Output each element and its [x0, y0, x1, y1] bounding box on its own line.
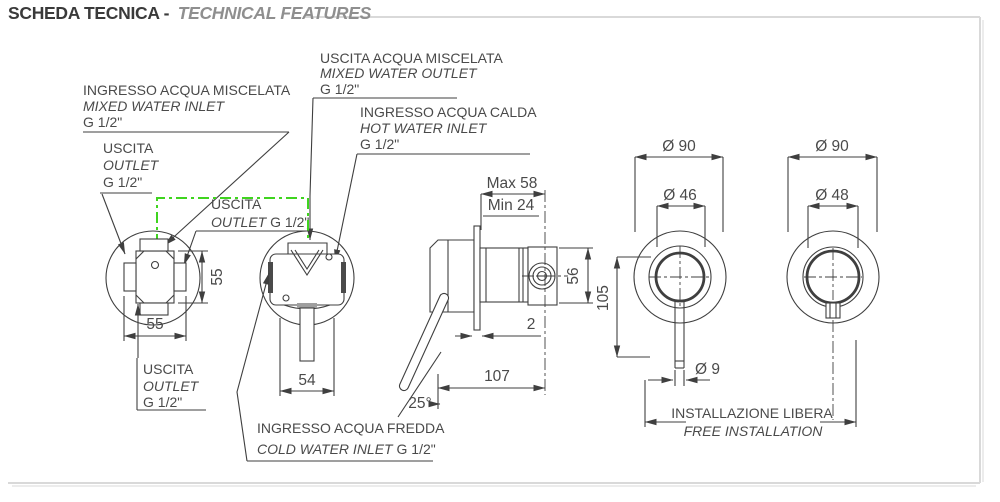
- label-hot-inlet-en: HOT WATER INLET: [360, 120, 487, 136]
- label-mixed-inlet-it: INGRESSO ACQUA MISCELATA: [83, 82, 291, 98]
- label-outlet-bottom-size: G 1/2": [143, 394, 183, 410]
- label-hot-inlet-it: INGRESSO ACQUA CALDA: [360, 104, 537, 120]
- trim-outlet-pipe: [300, 308, 314, 361]
- handle-plate-front-view: [595, 138, 726, 386]
- label-outlet-left-it: USCITA: [103, 140, 154, 156]
- trim-bottom-tab: [297, 303, 317, 308]
- dim-total-depth: 107: [484, 368, 510, 385]
- knob-tab: [826, 303, 840, 318]
- label-hot-inlet-size: G 1/2": [360, 136, 400, 152]
- dim-plate-diameter-knob: Ø 90: [815, 138, 849, 155]
- label-mixed-water-outlet: [310, 50, 503, 240]
- title-main: SCHEDA TECNICA -: [8, 3, 170, 23]
- dim-rough-valve-height: 55: [209, 268, 226, 286]
- dim-rough-valve-width: 55: [146, 316, 164, 333]
- dim-plate-diameter-handle: Ø 90: [662, 138, 696, 155]
- mount-clip-left: [268, 262, 273, 293]
- label-outlet-bottom-it: USCITA: [143, 361, 194, 377]
- wall-plate-side: [474, 226, 480, 330]
- label-mixed-outlet-size: G 1/2": [320, 81, 360, 97]
- knob-plate-front-view: [787, 138, 879, 420]
- label-mixed-outlet-it: USCITA ACQUA MISCELATA: [320, 50, 503, 66]
- dim-trim-body-width: 54: [298, 372, 316, 389]
- label-outlet-bottom-en: OUTLET: [143, 378, 199, 394]
- dim-handle-base-diameter: Ø 46: [663, 187, 697, 204]
- label-mixed-inlet-en: MIXED WATER INLET: [83, 98, 225, 114]
- dim-knob-diameter: Ø 48: [815, 187, 849, 204]
- mount-clip-right: [341, 262, 346, 293]
- label-outlet-left-size: G 1/2": [103, 174, 143, 190]
- handle-lever-side: [399, 293, 448, 390]
- mixer-side-view: [398, 175, 593, 417]
- page-title: [8, 3, 371, 24]
- dim-lever-diameter: Ø 9: [695, 361, 720, 378]
- rough-valve-front-view: [106, 231, 226, 341]
- label-outlet-mid-it: USCITA: [211, 196, 262, 212]
- trim-front-view: [260, 231, 354, 396]
- label-free-installation-en: FREE INSTALLATION: [683, 423, 823, 439]
- label-cold-inlet-it: INGRESSO ACQUA FREDDA: [257, 420, 445, 436]
- label-outlet-mid-en: OUTLET G 1/2": [211, 214, 310, 230]
- free-installation-note: [645, 340, 856, 439]
- label-outlet-left-en: OUTLET: [103, 157, 159, 173]
- dim-body-height: 56: [565, 267, 582, 285]
- label-mixed-inlet-size: G 1/2": [83, 114, 123, 130]
- dim-depth-max: Max 58: [486, 175, 538, 192]
- dim-wall-plate-thickness: 2: [526, 316, 536, 333]
- dim-handle-angle: 25°: [408, 395, 432, 412]
- dim-depth-min: Min 24: [487, 197, 535, 214]
- label-cold-inlet-en: COLD WATER INLET G 1/2": [257, 441, 436, 457]
- label-mixed-outlet-en: MIXED WATER OUTLET: [320, 65, 477, 81]
- dim-overall-height: 105: [595, 285, 612, 311]
- label-free-installation-it: INSTALLAZIONE LIBERA: [671, 405, 833, 421]
- title-sub: TECHNICAL FEATURES: [177, 3, 371, 23]
